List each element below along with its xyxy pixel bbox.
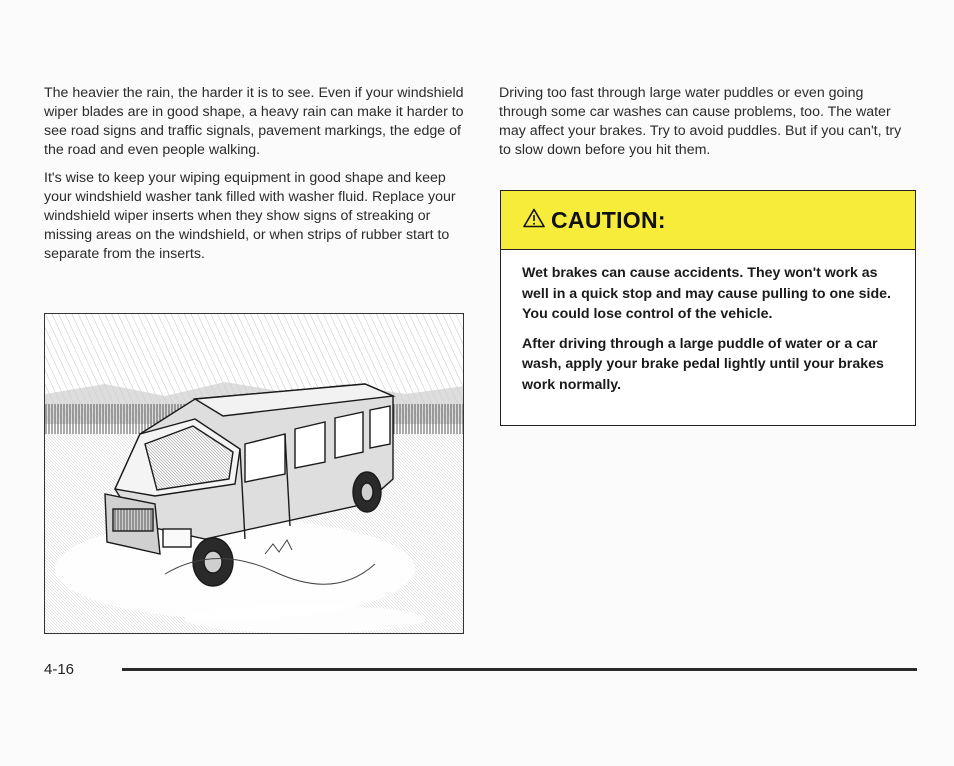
footer-rule (122, 668, 917, 671)
caution-header (501, 191, 915, 250)
brake-drying-instruction: After driving through a large puddle of water or a car wash, apply your brake pedal lightly until your brakes work normally. (522, 335, 884, 393)
wiper-maintenance-paragraph: It's wise to keep your wiping equipment in good shape and keep your windshield washer tank filled with washer fluid. Replace your windshield wiper inserts when they show signs of streaking or missing areas on the windshield, or when strips of rubber start to separate from the inserts. (44, 170, 456, 262)
warning-triangle-icon (523, 208, 545, 233)
van-puddle-illustration (44, 313, 464, 634)
page-number: 4-16 (44, 661, 75, 678)
left-column (44, 84, 469, 273)
puddle-driving-paragraph: Driving too fast through large water puddles or even going through some car washes can cause problems, too. The water may affect your brakes. Try to avoid puddles. But if you can't, try to slow down before you hit them. (499, 85, 902, 158)
caution-box (500, 190, 916, 426)
caution-body (501, 250, 915, 395)
wet-brakes-warning: Wet brakes can cause accidents. They won't work as well in a quick stop and may cause pulling to one side. You could lose control of the vehicle. (522, 265, 891, 322)
right-column (499, 84, 909, 169)
rain-visibility-paragraph: The heavier the rain, the harder it is to see. Even if your windshield wiper blades are in good shape, a heavy rain can make it harder to see road signs and traffic signals, pavement markings, the edge of the road and even people walking. (44, 85, 464, 158)
caution-title: CAUTION: (551, 206, 666, 233)
van-illustration-svg (45, 314, 464, 634)
